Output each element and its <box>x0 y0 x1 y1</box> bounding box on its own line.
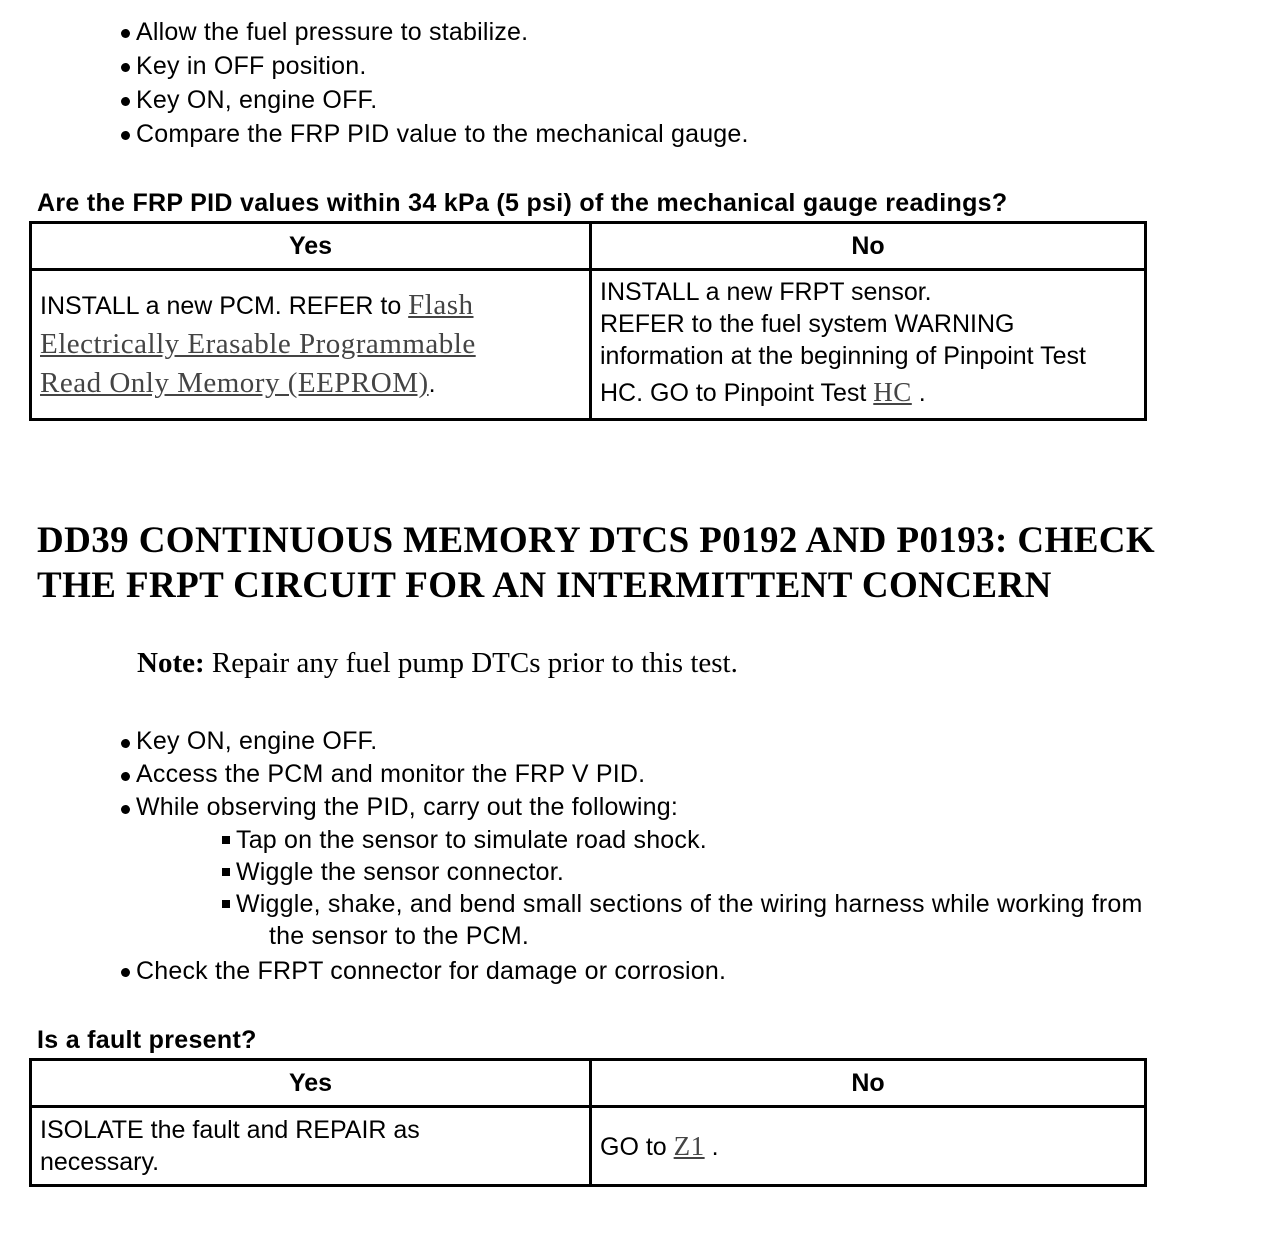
bullet-icon <box>121 29 130 38</box>
list-item: Allow the fuel pressure to stabilize. <box>118 15 749 49</box>
bullet-icon <box>121 97 130 106</box>
note: Note: Repair any fuel pump DTCs prior to this test. <box>137 647 738 679</box>
list-item: Wiggle, shake, and bend small sections of the wiring harness while working from the sensor to the PCM. <box>220 888 1143 952</box>
bullet-icon <box>121 805 130 814</box>
procedure-steps-2 <box>118 725 678 824</box>
eeprom-link[interactable]: Read Only Memory (EEPROM) <box>40 367 429 399</box>
eeprom-link[interactable]: Electrically Erasable Programmable <box>40 328 476 360</box>
yes-header: Yes <box>31 223 591 270</box>
result-table-1 <box>29 221 1147 421</box>
list-item: Check the FRPT connector for damage or corrosion. <box>118 954 726 988</box>
question-1: Are the FRP PID values within 34 kPa (5 psi) of the mechanical gauge readings? <box>37 189 1008 217</box>
no-header: No <box>591 223 1146 270</box>
square-bullet-icon <box>222 900 230 908</box>
yes-header: Yes <box>31 1060 591 1107</box>
list-item: Tap on the sensor to simulate road shock. <box>220 824 1143 856</box>
yes-cell: INSTALL a new PCM. REFER to Flash Electrically Erasable Programmable Read Only Memory (EEPROM). <box>31 270 591 420</box>
no-cell: GO to Z1 . <box>591 1107 1146 1186</box>
pinpoint-test-hc-link[interactable]: HC <box>873 377 912 407</box>
list-item: Compare the FRP PID value to the mechanical gauge. <box>118 117 749 151</box>
bullet-icon <box>121 131 130 140</box>
note-label: Note: <box>137 647 205 679</box>
question-2: Is a fault present? <box>37 1026 257 1054</box>
bullet-icon <box>121 968 130 977</box>
result-table-2 <box>29 1058 1147 1187</box>
list-item: Key ON, engine OFF. <box>118 83 749 117</box>
list-item: Wiggle the sensor connector. <box>220 856 1143 888</box>
bullet-icon <box>121 739 130 748</box>
procedure-steps-3 <box>118 954 726 988</box>
list-item: Access the PCM and monitor the FRP V PID. <box>118 758 678 791</box>
square-bullet-icon <box>222 836 230 844</box>
list-item: Key ON, engine OFF. <box>118 725 678 758</box>
list-item: While observing the PID, carry out the following: <box>118 791 678 824</box>
procedure-steps-1 <box>118 15 749 151</box>
bullet-icon <box>121 63 130 72</box>
no-cell: INSTALL a new FRPT sensor. REFER to the fuel system WARNING information at the beginning of Pinpoint Test HC. GO to Pinpoint Test HC . <box>591 270 1146 420</box>
yes-cell: ISOLATE the fault and REPAIR as necessary. <box>31 1107 591 1186</box>
eeprom-link[interactable]: Flash <box>408 289 474 321</box>
z1-link[interactable]: Z1 <box>673 1130 705 1161</box>
no-header: No <box>591 1060 1146 1107</box>
section-heading: DD39 CONTINUOUS MEMORY DTCS P0192 AND P0193: CHECK THE FRPT CIRCUIT FOR AN INTERMITTENT CONCERN <box>37 520 1156 606</box>
list-item: Key in OFF position. <box>118 49 749 83</box>
bullet-icon <box>121 772 130 781</box>
square-bullet-icon <box>222 868 230 876</box>
sub-steps <box>220 824 1143 952</box>
